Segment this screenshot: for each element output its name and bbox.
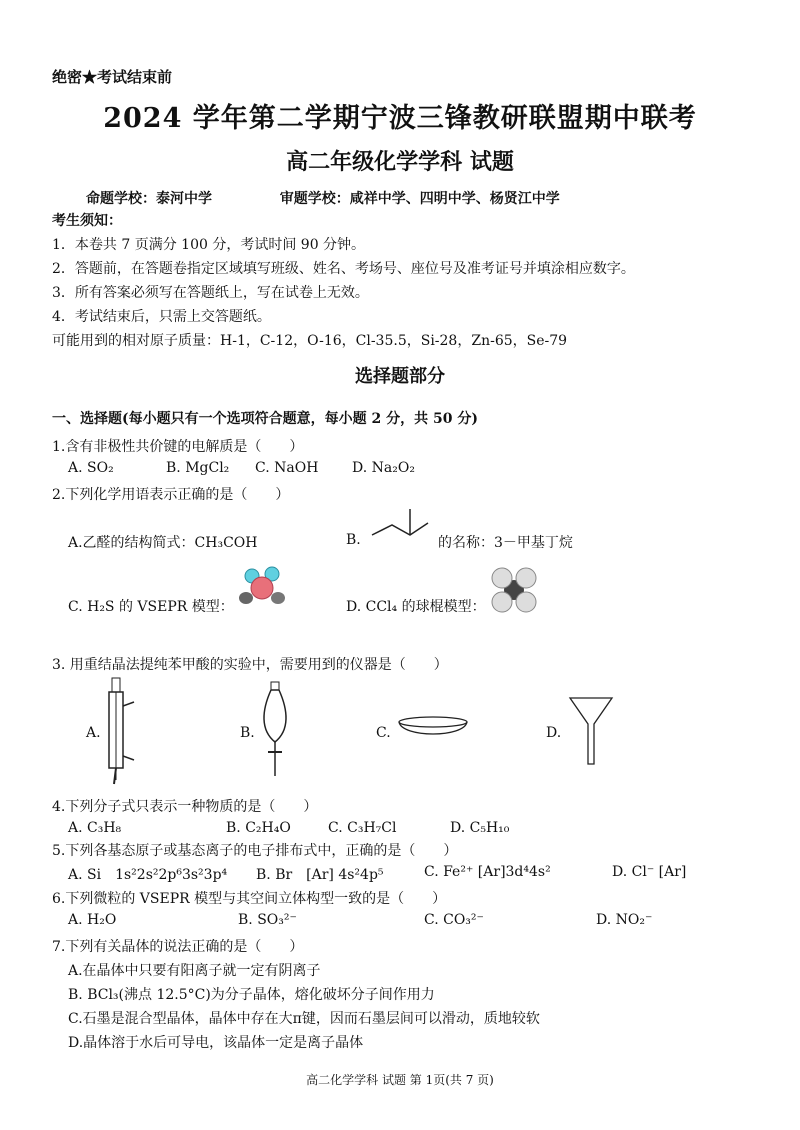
school-line bbox=[86, 188, 560, 208]
question-3-stem: 3. 用重结晶法提纯苯甲酸的实验中，需要用到的仪器是（ ） bbox=[52, 657, 448, 673]
q2-option-c: C. H₂S 的 VSEPR 模型： bbox=[68, 599, 234, 615]
confidential-label: 绝密★考试结束前 bbox=[52, 68, 173, 86]
q6-option-b: B. SO₃²⁻ bbox=[238, 912, 297, 928]
q2-option-b-prefix: B. bbox=[346, 532, 361, 548]
q1-option-d: D. Na₂O₂ bbox=[352, 460, 415, 476]
q7-option-b: B. BCl₃(沸点 12.5°C)为分子晶体，熔化破坏分子间作用力 bbox=[68, 987, 435, 1003]
q4-option-c: C. C₃H₇Cl bbox=[328, 820, 397, 836]
h2s-vsepr-model-icon bbox=[236, 564, 296, 612]
notice-heading: 考生须知： bbox=[52, 213, 122, 229]
q6-option-a: A. H₂O bbox=[68, 912, 117, 928]
notice-item: 2．答题前，在答题卷指定区域填写班级、姓名、考场号、座位号及准考证号并填涂相应数字。 bbox=[52, 261, 635, 277]
q3-option-b: B. bbox=[240, 725, 255, 741]
proposer-school: 命题学校：泰河中学 bbox=[86, 191, 212, 207]
skeletal-formula-icon bbox=[370, 505, 440, 545]
q5-option-d: D. Cl⁻ [Ar] bbox=[612, 864, 687, 880]
notice-item: 3．所有答案必须写在答题纸上，写在试卷上无效。 bbox=[52, 285, 369, 301]
q3-option-c: C. bbox=[376, 725, 391, 741]
q1-option-a: A. SO₂ bbox=[68, 460, 114, 476]
exam-subject: 高二年级化学学科 试题 bbox=[286, 149, 514, 175]
q7-option-a: A.在晶体中只要有阳离子就一定有阴离子 bbox=[68, 963, 321, 979]
reviewer-school: 审题学校：咸祥中学、四明中学、杨贤江中学 bbox=[279, 191, 560, 207]
evaporating-dish-icon bbox=[396, 714, 470, 744]
q2-option-d: D. CCl₄ 的球棍模型： bbox=[346, 599, 486, 615]
question-4-stem: 4.下列分子式只表示一种物质的是（ ） bbox=[52, 799, 318, 815]
q4-option-d: D. C₅H₁₀ bbox=[450, 820, 510, 836]
question-5-stem: 5.下列各基态原子或基态离子的电子排布式中，正确的是（ ） bbox=[52, 843, 458, 859]
part-heading: 一、选择题(每小题只有一个选项符合题意，每小题 2 分，共 50 分) bbox=[52, 411, 478, 427]
q2-option-b-suffix: 的名称：3－甲基丁烷 bbox=[438, 535, 573, 551]
q6-option-d: D. NO₂⁻ bbox=[596, 912, 653, 928]
separatory-funnel-icon bbox=[254, 680, 296, 780]
question-7-stem: 7.下列有关晶体的说法正确的是（ ） bbox=[52, 939, 304, 955]
q1-option-b: B. MgCl₂ bbox=[166, 460, 230, 476]
q3-option-a: A. bbox=[86, 725, 101, 741]
q5-option-c: C. Fe²⁺ [Ar]3d⁴4s² bbox=[424, 864, 551, 880]
notice-item: 4．考试结束后，只需上交答题纸。 bbox=[52, 309, 271, 325]
exam-title: 2024 学年第二学期宁波三锋教研联盟期中联考 bbox=[103, 103, 697, 134]
q1-option-c: C. NaOH bbox=[255, 460, 319, 476]
q7-option-d: D.晶体溶于水后可导电，该晶体一定是离子晶体 bbox=[68, 1035, 364, 1051]
condenser-icon bbox=[100, 676, 140, 788]
question-6-stem: 6.下列微粒的 VSEPR 模型与其空间立体构型一致的是（ ） bbox=[52, 891, 447, 907]
q3-option-d: D. bbox=[546, 725, 562, 741]
notice-item: 1．本卷共 7 页满分 100 分，考试时间 90 分钟。 bbox=[52, 237, 366, 253]
q6-option-c: C. CO₃²⁻ bbox=[424, 912, 484, 928]
q5-option-b: B. Br [Ar] 4s²4p⁵ bbox=[256, 867, 384, 883]
q7-option-c: C.石墨是混合型晶体，晶体中存在大π键，因而石墨层间可以滑动，质地较软 bbox=[68, 1011, 540, 1027]
section-title: 选择题部分 bbox=[355, 366, 445, 387]
q5-option-a: A. Si 1s²2s²2p⁶3s²3p⁴ bbox=[68, 867, 228, 883]
atomic-masses: 可能用到的相对原子质量：H-1，C-12，O-16，Cl-35.5，Si-28，Zn-65，Se-79 bbox=[52, 333, 568, 349]
ccl4-ball-stick-model-icon bbox=[488, 566, 540, 614]
question-2-stem: 2.下列化学用语表示正确的是（ ） bbox=[52, 487, 290, 503]
q4-option-b: B. C₂H₄O bbox=[226, 820, 291, 836]
question-1-stem: 1.含有非极性共价键的电解质是（ ） bbox=[52, 439, 304, 455]
q2-option-a: A.乙醛的结构简式：CH₃COH bbox=[68, 535, 258, 551]
funnel-icon bbox=[568, 694, 614, 766]
q4-option-a: A. C₃H₈ bbox=[68, 820, 122, 836]
page-footer: 高二化学学科 试题 第 1页(共 7 页) bbox=[306, 1073, 494, 1087]
